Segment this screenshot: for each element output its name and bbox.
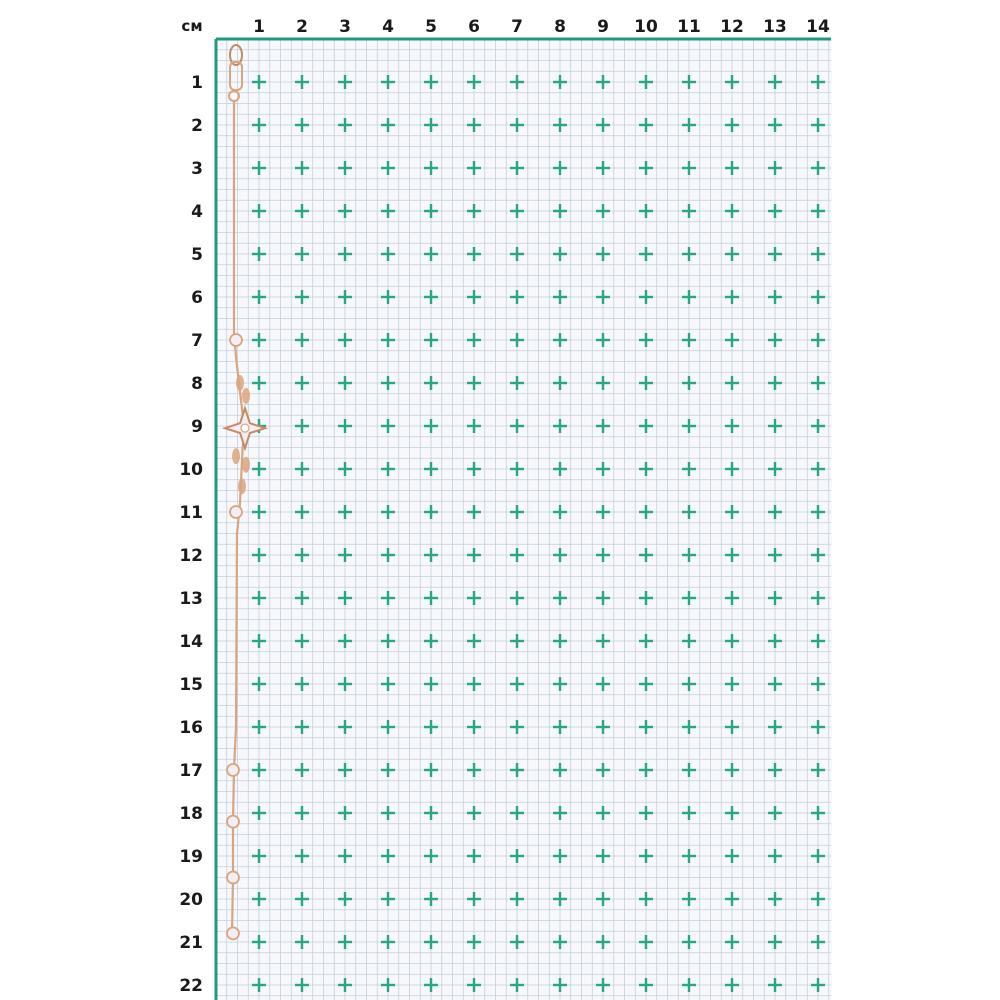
y-tick-label: 20 xyxy=(179,890,203,910)
x-tick-label: 14 xyxy=(806,17,830,37)
bead xyxy=(230,506,242,518)
bead xyxy=(227,764,239,776)
y-tick-label: 9 xyxy=(191,417,203,437)
y-tick-label: 5 xyxy=(191,245,203,265)
chain-link xyxy=(232,448,240,464)
y-tick-label: 17 xyxy=(179,761,203,781)
bead xyxy=(227,927,239,939)
chain-link xyxy=(236,375,244,391)
y-tick-label: 22 xyxy=(179,976,203,996)
y-tick-label: 11 xyxy=(179,503,203,523)
y-tick-label: 10 xyxy=(179,460,203,480)
chain-link xyxy=(238,478,246,494)
y-tick-label: 8 xyxy=(191,374,203,394)
y-tick-label: 21 xyxy=(179,933,203,953)
x-tick-label: 8 xyxy=(554,17,566,37)
x-tick-label: 11 xyxy=(677,17,701,37)
chain-link xyxy=(242,388,250,404)
x-tick-label: 5 xyxy=(425,17,437,37)
y-tick-label: 16 xyxy=(179,718,203,738)
x-tick-label: 7 xyxy=(511,17,523,37)
y-tick-label: 15 xyxy=(179,675,203,695)
x-tick-label: 4 xyxy=(382,17,394,37)
y-tick-label: 1 xyxy=(191,73,203,93)
x-tick-label: 10 xyxy=(634,17,658,37)
x-tick-label: 9 xyxy=(597,17,609,37)
x-tick-label: 2 xyxy=(296,17,308,37)
x-tick-label: 13 xyxy=(763,17,787,37)
y-tick-label: 14 xyxy=(179,632,203,652)
y-tick-label: 7 xyxy=(191,331,203,351)
y-tick-label: 3 xyxy=(191,159,203,179)
chain-link xyxy=(242,457,250,473)
bead xyxy=(227,816,239,828)
y-tick-label: 2 xyxy=(191,116,203,136)
y-tick-label: 18 xyxy=(179,804,203,824)
x-tick-label: 12 xyxy=(720,17,744,37)
y-tick-label: 6 xyxy=(191,288,203,308)
unit-label: см xyxy=(181,17,203,35)
y-tick-label: 13 xyxy=(179,589,203,609)
y-tick-label: 12 xyxy=(179,546,203,566)
y-tick-label: 4 xyxy=(191,202,203,222)
y-tick-label: 19 xyxy=(179,847,203,867)
bead xyxy=(227,872,239,884)
bead xyxy=(230,334,242,346)
x-tick-label: 3 xyxy=(339,17,351,37)
x-tick-label: 6 xyxy=(468,17,480,37)
x-tick-label: 1 xyxy=(253,17,265,37)
